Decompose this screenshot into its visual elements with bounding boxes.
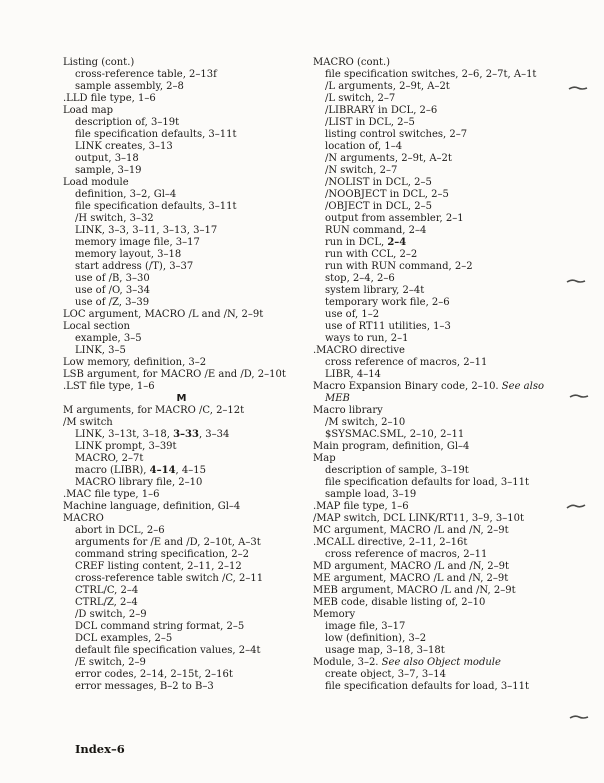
index-entry bbox=[63, 93, 303, 105]
index-entry bbox=[63, 669, 303, 681]
index-entry bbox=[63, 333, 303, 345]
margin-mark bbox=[566, 503, 586, 509]
index-entry bbox=[63, 561, 303, 573]
index-entry bbox=[313, 429, 573, 441]
index-entry bbox=[63, 69, 303, 81]
index-entry bbox=[313, 645, 573, 657]
index-entry bbox=[63, 513, 303, 525]
index-entry-text: use of /Z, 3–39 bbox=[75, 297, 150, 308]
index-entry bbox=[63, 105, 303, 117]
index-entry-text: file specification defaults, 3–11t bbox=[75, 201, 237, 212]
index-entry-text: Load module bbox=[63, 177, 129, 188]
index-entry-text: use of /B, 3–30 bbox=[75, 273, 150, 284]
index-entry bbox=[313, 225, 573, 237]
index-entry bbox=[313, 561, 573, 573]
index-entry-text: /MAP switch, DCL LINK/RT11, 3–9, 3–10t bbox=[313, 513, 525, 524]
index-entry-text: DCL examples, 2–5 bbox=[75, 633, 173, 644]
index-entry-text: abort in DCL, 2–6 bbox=[75, 525, 165, 536]
index-entry-text: .MACRO directive bbox=[313, 345, 405, 356]
index-entry-text: stop, 2–4, 2–6 bbox=[325, 273, 395, 284]
index-entry-text: .MAC file type, 1–6 bbox=[63, 489, 160, 500]
index-entry bbox=[63, 249, 303, 261]
index-entry-text: MACRO bbox=[63, 513, 104, 524]
index-entry bbox=[63, 345, 303, 357]
index-entry bbox=[313, 261, 573, 273]
index-entry-text: $SYSMAC.SML, 2–10, 2–11 bbox=[325, 429, 465, 440]
index-entry-text: , 3–34 bbox=[198, 429, 230, 440]
index-entry-text: cross-reference table, 2–13f bbox=[75, 69, 217, 80]
index-entry-text: /H switch, 3–32 bbox=[75, 213, 154, 224]
index-entry-text: file specification defaults for load, 3–11t bbox=[325, 477, 529, 488]
index-entry-text: use of, 1–2 bbox=[325, 309, 380, 320]
index-entry-text: LINK, 3–13t, 3–18, bbox=[75, 429, 174, 440]
index-entry-text: command string specification, 2–2 bbox=[75, 549, 249, 560]
index-entry bbox=[313, 513, 573, 525]
index-entry bbox=[313, 585, 573, 597]
index-entry-text: MACRO, 2–7t bbox=[75, 453, 144, 464]
index-entry-text: cross reference of macros, 2–11 bbox=[325, 549, 488, 560]
index-entry bbox=[63, 573, 303, 585]
index-entry-text: .MCALL directive, 2–11, 2–16t bbox=[313, 537, 468, 548]
index-entry bbox=[63, 477, 303, 489]
index-entry bbox=[63, 117, 303, 129]
index-entry-text: MACRO (cont.) bbox=[313, 57, 391, 68]
index-column-right bbox=[313, 57, 573, 693]
index-entry-text: /D switch, 2–9 bbox=[75, 609, 147, 620]
index-entry-text: M arguments, for MACRO /C, 2–12t bbox=[63, 405, 245, 416]
index-entry bbox=[313, 81, 573, 93]
index-entry bbox=[63, 141, 303, 153]
margin-mark bbox=[569, 393, 589, 399]
index-entry-text: usage map, 3–18, 3–18t bbox=[325, 645, 445, 656]
index-entry-text: description of, 3–19t bbox=[75, 117, 180, 128]
index-entry-text: LSB argument, for MACRO /E and /D, 2–10t bbox=[63, 369, 286, 380]
index-entry-text: sample load, 3–19 bbox=[325, 489, 417, 500]
index-entry-text: error messages, B–2 to B–3 bbox=[75, 681, 214, 692]
index-entry bbox=[313, 237, 573, 249]
index-entry-text: CREF listing content, 2–11, 2–12 bbox=[75, 561, 242, 572]
index-entry-text: output from assembler, 2–1 bbox=[325, 213, 464, 224]
index-entry bbox=[63, 597, 303, 609]
index-entry-text: 4–14 bbox=[149, 465, 176, 476]
index-entry bbox=[63, 189, 303, 201]
index-entry bbox=[63, 489, 303, 501]
index-entry-text: sample, 3–19 bbox=[75, 165, 142, 176]
index-entry bbox=[313, 117, 573, 129]
index-entry-text: create object, 3–7, 3–14 bbox=[325, 669, 446, 680]
index-entry bbox=[313, 57, 573, 69]
index-entry-text: RUN command, 2–4 bbox=[325, 225, 427, 236]
index-entry bbox=[313, 285, 573, 297]
index-entry bbox=[313, 465, 573, 477]
index-entry bbox=[313, 273, 573, 285]
index-entry bbox=[63, 273, 303, 285]
index-entry-text: use of RT11 utilities, 1–3 bbox=[325, 321, 451, 332]
index-entry bbox=[63, 609, 303, 621]
index-entry-text: temporary work file, 2–6 bbox=[325, 297, 450, 308]
index-entry-text: memory layout, 3–18 bbox=[75, 249, 182, 260]
index-entry bbox=[63, 501, 303, 513]
index-entry-text: MEB bbox=[325, 393, 350, 404]
index-entry-text: LINK prompt, 3–39t bbox=[75, 441, 177, 452]
index-entry bbox=[63, 369, 303, 381]
index-entry-text: definition, 3–2, Gl–4 bbox=[75, 189, 177, 200]
index-entry bbox=[313, 681, 573, 693]
index-entry-text: file specification switches, 2–6, 2–7t, A–1t bbox=[325, 69, 537, 80]
index-entry bbox=[313, 537, 573, 549]
index-entry-text: CTRL/Z, 2–4 bbox=[75, 597, 138, 608]
index-entry bbox=[63, 81, 303, 93]
index-entry bbox=[63, 153, 303, 165]
index-entry bbox=[313, 633, 573, 645]
index-entry-text: , 4–15 bbox=[175, 465, 206, 476]
index-entry bbox=[313, 321, 573, 333]
index-entry-text: LINK, 3–5 bbox=[75, 345, 126, 356]
index-entry bbox=[63, 309, 303, 321]
index-entry-text: /LIST in DCL, 2–5 bbox=[325, 117, 415, 128]
index-entry-text: .MAP file type, 1–6 bbox=[313, 501, 409, 512]
index-entry-text: /NOOBJECT in DCL, 2–5 bbox=[325, 189, 449, 200]
index-entry-text: /L switch, 2–7 bbox=[325, 93, 396, 104]
index-entry-text: LIBR, 4–14 bbox=[325, 369, 381, 380]
index-entry-text: low (definition), 3–2 bbox=[325, 633, 427, 644]
index-entry-text: /OBJECT in DCL, 2–5 bbox=[325, 201, 432, 212]
index-entry bbox=[63, 213, 303, 225]
index-entry-text: Low memory, definition, 3–2 bbox=[63, 357, 207, 368]
index-entry-text: listing control switches, 2–7 bbox=[325, 129, 468, 140]
index-entry-text: /LIBRARY in DCL, 2–6 bbox=[325, 105, 438, 116]
index-entry bbox=[63, 537, 303, 549]
index-entry-text: MD argument, MACRO /L and /N, 2–9t bbox=[313, 561, 510, 572]
index-entry bbox=[63, 549, 303, 561]
index-entry bbox=[313, 105, 573, 117]
index-entry bbox=[63, 57, 303, 69]
index-entry bbox=[313, 345, 573, 357]
index-entry-text: Listing (cont.) bbox=[63, 57, 135, 68]
index-entry-text: start address (/T), 3–37 bbox=[75, 261, 194, 272]
index-entry bbox=[63, 429, 303, 441]
index-entry-text: location of, 1–4 bbox=[325, 141, 403, 152]
index-entry-text: Local section bbox=[63, 321, 130, 332]
index-entry bbox=[313, 201, 573, 213]
index-entry bbox=[63, 681, 303, 693]
index-entry bbox=[313, 333, 573, 345]
index-entry-text: /NOLIST in DCL, 2–5 bbox=[325, 177, 432, 188]
index-entry-text: description of sample, 3–19t bbox=[325, 465, 469, 476]
index-entry bbox=[313, 369, 573, 381]
index-entry-text: file specification defaults, 3–11t bbox=[75, 129, 237, 140]
index-entry bbox=[313, 213, 573, 225]
index-entry bbox=[63, 405, 303, 417]
index-entry-text: ME argument, MACRO /L and /N, 2–9t bbox=[313, 573, 509, 584]
index-entry-text: /N arguments, 2–9t, A–2t bbox=[325, 153, 452, 164]
index-entry-text: arguments for /E and /D, 2–10t, A–3t bbox=[75, 537, 261, 548]
index-entry bbox=[313, 69, 573, 81]
index-entry bbox=[63, 177, 303, 189]
index-entry-text: .LST file type, 1–6 bbox=[63, 381, 155, 392]
index-entry bbox=[63, 657, 303, 669]
index-entry-text: Map bbox=[313, 453, 336, 464]
index-entry bbox=[313, 249, 573, 261]
index-entry bbox=[313, 177, 573, 189]
index-entry bbox=[63, 129, 303, 141]
index-entry bbox=[63, 585, 303, 597]
index-entry bbox=[313, 453, 573, 465]
index-entry bbox=[313, 405, 573, 417]
index-entry bbox=[313, 357, 573, 369]
index-entry-text: 3–33 bbox=[173, 429, 199, 440]
section-letter-heading: M bbox=[176, 393, 187, 404]
index-entry-text: /M switch, 2–10 bbox=[325, 417, 406, 428]
index-entry-text: file specification defaults for load, 3–11t bbox=[325, 681, 529, 692]
index-entry bbox=[313, 669, 573, 681]
index-entry-text: MEB argument, MACRO /L and /N, 2–9t bbox=[313, 585, 516, 596]
index-entry-text: LOC argument, MACRO /L and /N, 2–9t bbox=[63, 309, 264, 320]
index-entry-text: image file, 3–17 bbox=[325, 621, 406, 632]
index-entry-text: example, 3–5 bbox=[75, 333, 142, 344]
index-entry-text: Macro Expansion Binary code, 2–10. bbox=[313, 381, 502, 392]
index-entry-text: Machine language, definition, Gl–4 bbox=[63, 501, 241, 512]
index-entry-text: Load map bbox=[63, 105, 114, 116]
index-entry bbox=[63, 321, 303, 333]
index-entry-text: MACRO library file, 2–10 bbox=[75, 477, 203, 488]
index-entry bbox=[313, 381, 573, 393]
index-entry-text: ways to run, 2–1 bbox=[325, 333, 409, 344]
index-entry bbox=[313, 621, 573, 633]
index-entry-text: Memory bbox=[313, 609, 356, 620]
index-entry-text: error codes, 2–14, 2–15t, 2–16t bbox=[75, 669, 233, 680]
index-entry bbox=[313, 441, 573, 453]
index-entry-text: MEB code, disable listing of, 2–10 bbox=[313, 597, 486, 608]
index-entry bbox=[313, 573, 573, 585]
index-entry bbox=[63, 261, 303, 273]
index-entry-text: CTRL/C, 2–4 bbox=[75, 585, 139, 596]
index-entry-text: LINK, 3–3, 3–11, 3–13, 3–17 bbox=[75, 225, 218, 236]
index-entry-text: DCL command string format, 2–5 bbox=[75, 621, 245, 632]
index-entry bbox=[63, 645, 303, 657]
index-entry-text: /E switch, 2–9 bbox=[75, 657, 146, 668]
index-entry-text: 2–4 bbox=[387, 237, 407, 248]
index-entry bbox=[63, 357, 303, 369]
index-entry bbox=[313, 417, 573, 429]
index-entry bbox=[313, 393, 573, 405]
index-entry-text: run in DCL, bbox=[325, 237, 388, 248]
index-entry-text: macro (LIBR), bbox=[75, 465, 150, 476]
index-entry bbox=[313, 309, 573, 321]
index-entry-text: run with CCL, 2–2 bbox=[325, 249, 418, 260]
index-entry bbox=[313, 165, 573, 177]
index-entry bbox=[313, 93, 573, 105]
index-entry bbox=[313, 153, 573, 165]
index-entry bbox=[63, 621, 303, 633]
margin-mark bbox=[568, 85, 588, 91]
index-entry bbox=[63, 465, 303, 477]
index-entry bbox=[63, 285, 303, 297]
index-entry bbox=[313, 189, 573, 201]
index-entry bbox=[313, 141, 573, 153]
index-entry bbox=[63, 525, 303, 537]
margin-mark bbox=[566, 278, 586, 284]
index-entry bbox=[313, 297, 573, 309]
index-entry bbox=[63, 165, 303, 177]
index-entry bbox=[63, 633, 303, 645]
index-entry-text: output, 3–18 bbox=[75, 153, 139, 164]
index-entry bbox=[63, 441, 303, 453]
index-entry-text: cross reference of macros, 2–11 bbox=[325, 357, 488, 368]
index-entry bbox=[313, 609, 573, 621]
index-entry-text: /N switch, 2–7 bbox=[325, 165, 398, 176]
index-entry-text: Macro library bbox=[313, 405, 383, 416]
index-entry-text: run with RUN command, 2–2 bbox=[325, 261, 473, 272]
index-entry bbox=[313, 597, 573, 609]
index-entry-text: MC argument, MACRO /L and /N, 2–9t bbox=[313, 525, 509, 536]
index-entry bbox=[313, 549, 573, 561]
index-entry-text: sample assembly, 2–8 bbox=[75, 81, 184, 92]
index-entry-text: use of /O, 3–34 bbox=[75, 285, 150, 296]
index-entry-text: Module, 3–2. bbox=[313, 657, 382, 668]
index-entry-text: LINK creates, 3–13 bbox=[75, 141, 173, 152]
index-entry bbox=[63, 453, 303, 465]
index-entry bbox=[63, 381, 303, 393]
index-entry bbox=[313, 129, 573, 141]
index-entry bbox=[63, 237, 303, 249]
index-entry-text: See also bbox=[501, 381, 544, 392]
index-entry bbox=[313, 657, 573, 669]
index-column-left bbox=[63, 57, 303, 693]
index-entry-text: system library, 2–4t bbox=[325, 285, 425, 296]
index-entry bbox=[63, 225, 303, 237]
index-entry-text: default file specification values, 2–4t bbox=[75, 645, 261, 656]
index-entry-text: .LLD file type, 1–6 bbox=[63, 93, 156, 104]
index-entry bbox=[63, 297, 303, 309]
index-entry-text: /L arguments, 2–9t, A–2t bbox=[325, 81, 450, 92]
page-number: Index–6 bbox=[75, 742, 125, 756]
index-entry bbox=[63, 417, 303, 429]
index-entry bbox=[313, 477, 573, 489]
index-entry-text: memory image file, 3–17 bbox=[75, 237, 200, 248]
index-entry bbox=[313, 489, 573, 501]
margin-mark bbox=[569, 714, 589, 720]
index-entry-text: See also Object module bbox=[381, 657, 501, 668]
index-entry bbox=[63, 201, 303, 213]
index-entry bbox=[313, 501, 573, 513]
index-entry-text: /M switch bbox=[63, 417, 113, 428]
index-entry-text: Main program, definition, Gl–4 bbox=[313, 441, 470, 452]
index-entry-text: cross-reference table switch /C, 2–11 bbox=[75, 573, 264, 584]
index-entry bbox=[313, 525, 573, 537]
